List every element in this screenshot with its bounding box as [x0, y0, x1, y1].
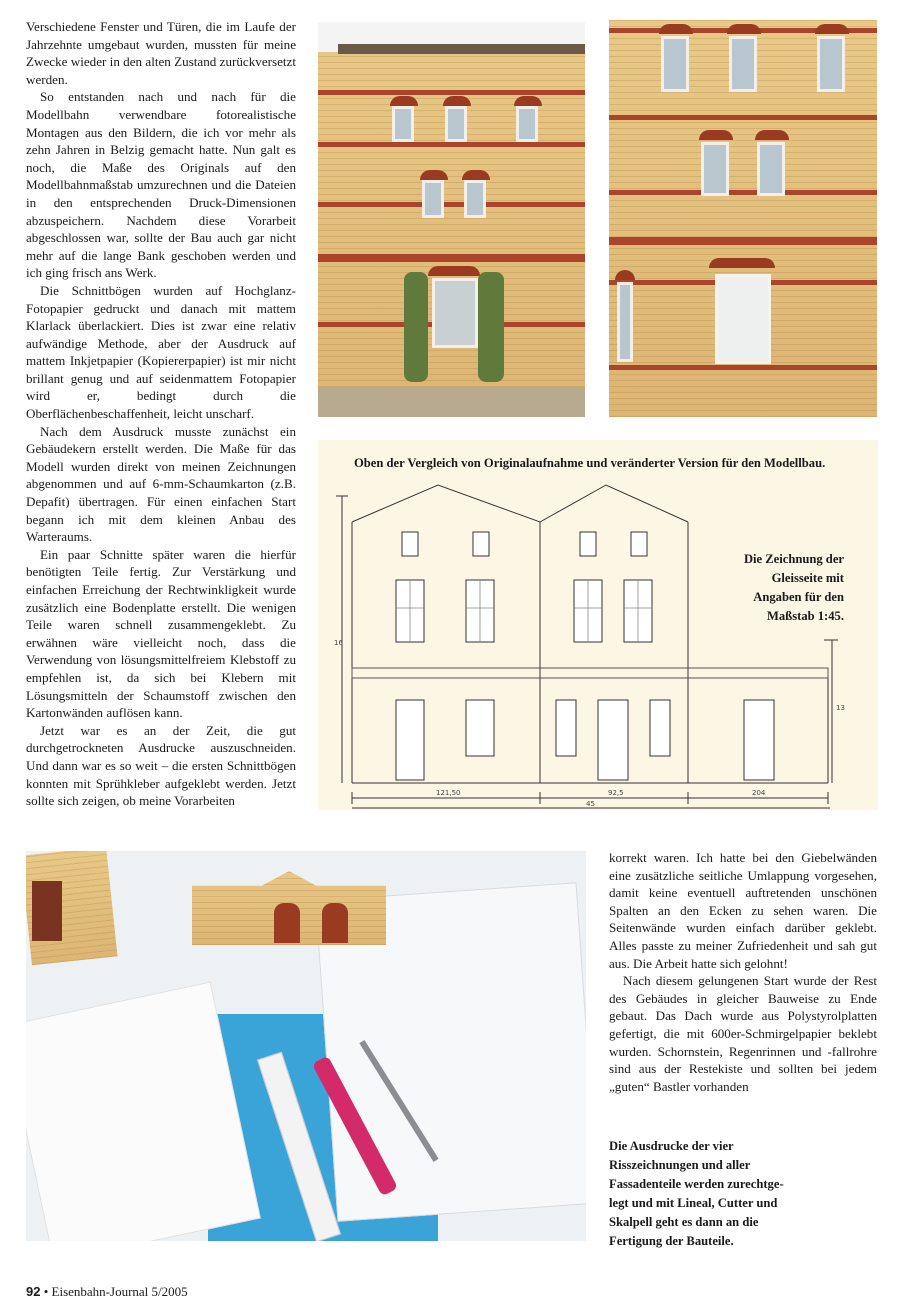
dim-mid-span: 92,5 [608, 789, 624, 797]
photo-modified-facade [609, 20, 877, 417]
paragraph: Verschiedene Fenster und Türen, die im Laufe der Jahrzehnte umgebaut wurden, mussten für meine Zwecke wieder in den alten Zustand zurückversetzt werden. [26, 19, 296, 87]
dim-total: 45 [586, 800, 595, 808]
photo-original-building [318, 22, 585, 417]
paragraph: So entstanden nach und nach für die Modellbahn verwendbare fotorealistische Montagen aus den Bildern, die ich vor mehr als zehn Jahren in Belzig gemacht hatte. Nun galt es noch, die Maße des Originals auf den Modellbahnmaßstab umzurechnen und die Dateien in den entsprechenden Druck-Dimensionen abzuspeichern. Nachdem diese Vorarbeit abgeschlossen war, sollte der Bau auch gar nicht mehr auf die lange Bank geschoben werden und ich ging frisch ans Werk. [26, 89, 296, 281]
dim-right-span: 204 [752, 789, 766, 797]
paragraph: Nach diesem gelungenen Start wurde der Rest des Gebäudes in gleicher Bauweise zu Ende gebaut. Das Dach wurde aus Polystyrolplatten gefertigt, die mit 600er-Schmirgelpapier beklebt wurden. Schornstein, Regenrinnen und -fallrohre sind aus der Restekiste und sollten bei jedem „guten“ Bastler vorhanden [609, 973, 877, 1094]
drawing-caption: Die Zeichnung der Gleisseite mit Angaben für den Maßstab 1:45. [743, 552, 844, 623]
footer-separator: • [43, 1284, 49, 1299]
tools-caption: Die Ausdrucke der vier Risszeichnungen und aller Fassadenteile werden zurechtge- legt und mit Lineal, Cutter und Skalpell geht es dann an die Fertigung der Bauteile. [609, 1139, 784, 1248]
paragraph: Ein paar Schnitte später waren die hierfür benötigten Teile fertig. Zur Verstärkung und einfachen Erreichung der Rechtwinkligkeit wurde zusätzlich eine Bodenplatte erstellt. Die wenigen Teile waren schnell zusammengeklebt. Zu erwähnen wäre vielleicht noch, dass die Verwendung von lösungsmittelfreiem Klebstoff zu empfehlen ist, da sich bei Klebern mit Lösungsmitteln der Schaumstoff zwischen den Kartonwänden auflösen kann. [26, 546, 296, 721]
paragraph: korrekt waren. Ich hatte bei den Giebelwänden eine zusätzliche seitliche Umlappung vorgesehen, damit keine eventuell auftretenden unschönen Spalten an den Ecken zu sehen waren. Die Seitenwände wurden einfach darüber geklebt. Alles passte zu meiner Zufriedenheit und sah gut aus. Die Arbeit hatte sich gelohnt! [609, 850, 877, 971]
article-column-left [26, 18, 296, 810]
page-number: 92 [26, 1284, 41, 1299]
photo-tools-and-printouts [26, 851, 586, 1241]
page-footer [26, 1284, 188, 1300]
paragraph: Jetzt war es an der Zeit, die gut durchgetrockneten Ausdrucke auszuschneiden. Und dann war es so weit – die ersten Schnittbögen konnten mit Sprühkleber aufgeklebt werden. Jetzt sollte sich zeigen, ob meine Vorarbeiten [26, 722, 296, 809]
dim-height-right: 13 [836, 704, 845, 712]
paragraph: Die Schnittbögen wurden auf Hochglanz-Fotopapier gedruckt und danach mit mattem Klarlack überlackiert. Dies ist zwar eine relativ aufwändige Methode, aber der Ausdruck auf mattem Inkjetpapier (Kopiererpapier) ist mir nicht brillant genug und auf seidenmattem Fotopapier wird er, bedingt durch die Oberflächenbeschaffenheit, leicht unscharf. [26, 282, 296, 422]
paragraph: Nach dem Ausdruck musste zunächst ein Gebäudekern erstellt werden. Die Maße für das Modell wurden direkt von meinen Zeichnungen abgenommen und auf 6-mm-Schaumkarton (z.B. Depafit) übertragen. Für einen einfachen Start begann ich mit dem kleinen Anbau des Warteraums. [26, 423, 296, 545]
dim-left-span: 121,50 [436, 789, 461, 797]
article-column-right [609, 849, 877, 1095]
journal-name: Eisenbahn-Journal 5/2005 [51, 1284, 188, 1299]
comparison-caption: Oben der Vergleich von Originalaufnahme und veränderter Version für den Modellbau. [354, 456, 826, 470]
elevation-drawing-panel [318, 440, 878, 810]
dim-height-left: 16 [334, 639, 343, 647]
